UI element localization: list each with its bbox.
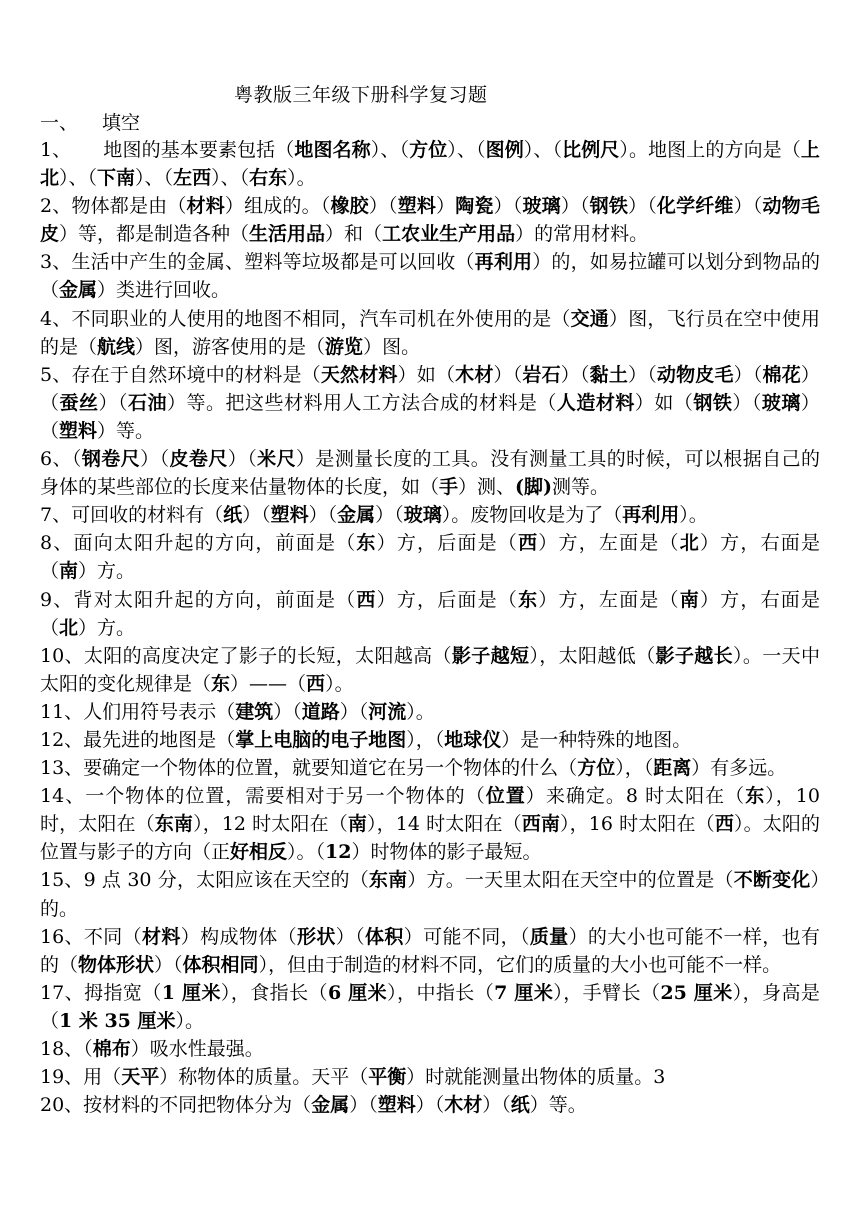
question-item [40, 923, 820, 979]
question-text: ）（ [733, 363, 763, 386]
answer-text: 位置 [485, 785, 526, 808]
section-label: 填空 [102, 112, 141, 134]
answer-text: 再利用 [474, 251, 533, 274]
answer-text: 金属 [337, 504, 376, 527]
answer-text: 纸 [223, 504, 243, 527]
question-text: ）。 [175, 1009, 205, 1032]
question-text: ）可能不同，（ [403, 925, 530, 948]
question-text: ）（ [40, 363, 820, 414]
answer-text: 河流 [368, 700, 407, 723]
question-text: ），（ [406, 728, 445, 751]
answer-text: 纸 [510, 1094, 530, 1117]
question-text: ）等，都是制造各种（ [59, 223, 250, 246]
question-text: ）如（ [397, 363, 456, 386]
answer-text: 材料 [142, 925, 181, 948]
question-text: ），（ [615, 757, 654, 780]
question-text: ）、（ [135, 167, 174, 190]
answer-text: 平衡 [368, 1066, 407, 1089]
question-text: ），16 时太阳在（ [560, 813, 715, 836]
answer-text: 游览 [325, 335, 364, 358]
answer-text: 陶瓷 [455, 195, 494, 218]
question-text: ）（ [335, 925, 365, 948]
question-text: ），身高是（ [40, 981, 820, 1032]
answer-text: 天平 [121, 1066, 160, 1089]
question-text: 6、（ [40, 448, 82, 471]
answer-text: 6 厘米 [327, 981, 388, 1004]
question-text: ）。地图上的方向是（ [619, 139, 801, 161]
answer-text: 上北 [40, 139, 820, 190]
question-text: ）。废物回收是为了（ [441, 504, 623, 527]
answer-text: 岩石 [522, 363, 561, 386]
question-text: 11、人们用符号表示（ [40, 700, 236, 723]
answer-text: 12 [325, 841, 352, 864]
question-text: ）（ [732, 391, 762, 414]
question-text: ）等。把这些材料用人工方法合成的材料是（ [167, 391, 557, 414]
answer-text: 不断变化 [733, 869, 811, 892]
answer-text: 物体形状 [78, 953, 155, 976]
question-text: 13、要确定一个物体的位置，就要知道它在另一个物体的什么（ [40, 757, 578, 780]
answer-text: 航线 [97, 335, 136, 358]
answer-text: 1 米 35 厘米 [59, 1009, 176, 1032]
question-item [40, 866, 820, 922]
question-text: ）图，游客使用的是（ [135, 335, 326, 358]
question-item [40, 248, 820, 304]
answer-text: 东 [356, 532, 377, 555]
question-text: ）（ [242, 504, 271, 527]
answer-text: 金属 [311, 1094, 350, 1117]
question-text: ）的，如易拉罐可以划分到物品的（ [40, 251, 820, 302]
question-text: ）方。 [78, 616, 136, 639]
answer-text: 西 [306, 672, 326, 695]
answer-text: 米尺 [257, 448, 296, 471]
answer-text: 工农业生产用品 [382, 223, 516, 246]
question-text: ）图。 [363, 335, 421, 358]
question-text: ）（ [628, 195, 657, 218]
answer-text: 25 厘米 [660, 981, 733, 1004]
question-text: ）（ [560, 363, 590, 386]
question-text: ）的常用材料。 [515, 223, 649, 246]
answer-text: 地球仪 [444, 728, 502, 751]
question-text: 7、可回收的材料有（ [40, 504, 224, 527]
answer-text: 东 [211, 672, 231, 695]
answer-text: 东 [518, 588, 539, 611]
question-text: ）、（ [523, 139, 563, 161]
question-item [40, 726, 820, 754]
question-list [40, 136, 820, 1119]
question-text: ）时物体的影子最短。 [351, 841, 542, 864]
question-text: 2、物体都是由（ [40, 195, 187, 218]
question-text: ）。一天中太阳的变化规律是（ [40, 644, 820, 695]
answer-text: 木材 [455, 363, 494, 386]
question-text: ）（ [733, 195, 763, 218]
question-text: ）测、 [458, 476, 516, 499]
question-text: ）、（ [59, 167, 98, 190]
question-text: 15、9 点 30 分，太阳应该在天空的（ [40, 869, 369, 892]
answer-text: 南 [679, 588, 700, 611]
answer-text: 影子越短 [451, 644, 530, 667]
answer-text: 7 厘米 [494, 981, 554, 1004]
question-text: ）方，后面是（ [376, 588, 519, 611]
question-text: 测等。 [552, 476, 610, 499]
answer-text: 距离 [653, 757, 692, 780]
question-text: 18、（ [40, 1038, 93, 1060]
question-text: ）（ [493, 363, 523, 386]
question-text: ） [436, 195, 456, 218]
question-text: ）方，左面是（ [538, 588, 680, 611]
answer-text: 玻璃 [761, 391, 801, 414]
answer-text: 方位 [409, 139, 448, 161]
question-text: ）如（ [634, 391, 694, 414]
answer-text: 塑料 [59, 419, 98, 442]
answer-text: 橡胶 [330, 195, 369, 218]
question-item [40, 305, 820, 361]
question-text: ）时就能测量出物体的质量。3 [406, 1066, 666, 1089]
question-text: ）方。一天里太阳在天空中的位置是（ [407, 869, 734, 892]
question-item [40, 529, 820, 585]
answer-text: 交通 [570, 307, 610, 330]
answer-text: 东南 [154, 813, 194, 836]
question-text: ）有多远。 [691, 757, 787, 780]
question-text: ）。 [679, 504, 708, 527]
question-text: ）（ [98, 391, 128, 414]
answer-text: 东 [745, 785, 766, 808]
answer-text: 手 [439, 476, 459, 499]
question-text: ）、（ [370, 139, 410, 161]
question-text: ）方，右面是（ [40, 588, 820, 639]
answer-text: 西 [518, 532, 539, 555]
question-item [40, 1035, 820, 1063]
question-text: ）方，左面是（ [538, 532, 680, 555]
question-text: ）。 [406, 700, 435, 723]
answer-text: 化学纤维 [656, 195, 734, 218]
question-text: ）、（ [211, 167, 250, 190]
answer-text: 体积 [364, 925, 404, 948]
answer-text: 人造材料 [556, 391, 635, 414]
question-text: ）（ [493, 195, 523, 218]
answer-text: 西南 [521, 813, 561, 836]
question-text: ）组成的。（ [224, 195, 331, 218]
answer-text: 钢铁 [589, 195, 629, 218]
answer-text: 质量 [529, 925, 569, 948]
answer-text: 棉花 [762, 363, 801, 386]
question-text: ）的大小也可能不一样，也有的（ [40, 925, 820, 976]
answer-text: 掌上电脑的电子地图 [235, 728, 407, 751]
question-text: ）。太阳的位置与影子的方向（正 [40, 813, 820, 864]
question-text: 1、 [40, 139, 72, 161]
question-text: 5、存在于自然环境中的材料是（ [40, 363, 321, 386]
question-text: 4、不同职业的人使用的地图不相同，汽车司机在外使用的是（ [40, 307, 571, 330]
question-text: ），食指长（ [220, 981, 328, 1004]
question-text: ）等。 [529, 1094, 587, 1117]
question-item [40, 445, 820, 501]
question-text: ）方。 [78, 560, 136, 583]
question-item [40, 754, 820, 782]
question-text: ）（ [140, 448, 170, 471]
question-item [40, 586, 820, 642]
question-text: 8、面向太阳升起的方向，前面是（ [40, 532, 357, 555]
answer-text: 木材 [444, 1094, 483, 1117]
question-text: ）——（ [230, 672, 307, 695]
answer-text: 1 厘米 [161, 981, 221, 1004]
answer-text: 东南 [368, 869, 408, 892]
answer-text: 皮卷尺 [169, 448, 228, 471]
answer-text: 道路 [301, 700, 340, 723]
answer-text: 钢铁 [693, 391, 733, 414]
question-text: ），12 时太阳在（ [193, 813, 348, 836]
question-text: 14、一个物体的位置，需要相对于另一个物体的（ [40, 785, 486, 808]
answer-text: 北 [59, 616, 79, 639]
question-text: ）（ [339, 700, 369, 723]
answer-text: 玻璃 [403, 504, 442, 527]
answer-text: 天然材料 [320, 363, 398, 386]
question-text: ）（ [368, 195, 398, 218]
question-item [40, 192, 820, 248]
page-title: 粤教版三年级下册科学复习题 [234, 84, 488, 106]
question-text: ）（ [40, 391, 820, 442]
answer-text: 体积相同 [182, 953, 259, 976]
answer-text: 材料 [186, 195, 225, 218]
question-text: ）是测量长度的工具。没有测量工具的时候，可以根据自己的身体的某些部位的长度来估量物体的长度，如（ [40, 448, 820, 499]
question-text: ）构成物体（ [180, 925, 297, 948]
answer-text: 南 [347, 813, 367, 836]
question-text: 12、最先进的地图是（ [40, 728, 236, 751]
section-number: 一、 [40, 112, 79, 134]
answer-text: 黏土 [589, 363, 629, 386]
question-text: ），14 时太阳在（ [366, 813, 522, 836]
answer-text: 金属 [59, 279, 98, 302]
answer-text: 西 [356, 588, 377, 611]
question-text: 地图的基本要素包括（ [103, 139, 295, 161]
question-text: ）、（ [447, 139, 486, 161]
question-text: ）的。 [40, 869, 820, 920]
answer-text: 钢卷尺 [81, 448, 141, 471]
question-text: ）（ [273, 700, 302, 723]
question-text: ）（ [628, 363, 657, 386]
question-text: ）（ [349, 1094, 378, 1117]
answer-text: 动物皮毛 [656, 363, 734, 386]
question-item [40, 1063, 820, 1091]
answer-text: 动物毛皮 [40, 195, 820, 246]
question-text: ），10 时，太阳在（ [40, 785, 820, 836]
question-text: 9、背对太阳升起的方向，前面是（ [40, 588, 357, 611]
answer-text: 玻璃 [522, 195, 561, 218]
answer-text: 南 [59, 560, 79, 583]
question-text: ）来确定。8 时太阳在（ [525, 785, 746, 808]
question-item [40, 361, 820, 445]
question-text: ）图，飞行员在空中使用的是（ [40, 307, 820, 358]
question-text: ）（ [154, 953, 183, 976]
question-text: ）是一种特殊的地图。 [501, 728, 692, 751]
question-text: ）（ [375, 504, 404, 527]
question-item [40, 1091, 820, 1119]
question-text: ）（ [415, 1094, 445, 1117]
answer-text: 塑料 [270, 504, 309, 527]
answer-text: 下南 [97, 167, 136, 190]
question-text: ）（ [482, 1094, 511, 1117]
question-text: ），但由于制造的材料不同，它们的质量的大小也可能不一样。 [258, 953, 782, 976]
question-text: 16、不同（ [40, 925, 143, 948]
answer-text: 形状 [296, 925, 336, 948]
question-text: ）（ [308, 504, 338, 527]
question-text: ）等。 [97, 419, 155, 442]
question-item [40, 782, 820, 866]
question-item [40, 979, 820, 1035]
question-text: ），太阳越低（ [529, 644, 656, 667]
answer-text: 北 [679, 532, 700, 555]
answer-text: 方位 [577, 757, 616, 780]
answer-text: 塑料 [397, 195, 437, 218]
question-item [40, 501, 820, 529]
answer-text: 西 [714, 813, 734, 836]
answer-text: 比例尺 [562, 139, 620, 161]
question-text: 17、拇指宽（ [40, 981, 162, 1004]
question-text: ）类进行回收。 [97, 279, 231, 302]
question-text: ）。 [325, 672, 354, 695]
question-text: ）和（ [325, 223, 383, 246]
question-text: ）称物体的质量。天平（ [159, 1066, 369, 1089]
answer-text: 石油 [128, 391, 167, 414]
answer-text: 好相反 [230, 841, 288, 864]
question-text: ）方，后面是（ [376, 532, 519, 555]
question-text: ），中指长（ [387, 981, 495, 1004]
question-text: ）（ [560, 195, 590, 218]
question-text: 19、用（ [40, 1066, 122, 1089]
answer-text: 塑料 [377, 1094, 416, 1117]
question-text: ）。 [287, 167, 316, 190]
question-text: ）方，右面是（ [40, 532, 820, 583]
answer-text: 建筑 [235, 700, 274, 723]
answer-text: (脚) [515, 476, 553, 499]
question-text: ）吸水性最强。 [130, 1038, 264, 1060]
answer-text: 左西 [173, 167, 212, 190]
question-item [40, 698, 820, 726]
answer-text: 影子越长 [655, 644, 733, 667]
answer-text: 生活用品 [249, 223, 326, 246]
answer-text: 右东 [249, 167, 288, 190]
answer-text: 地图名称 [294, 139, 371, 161]
question-item [40, 136, 820, 192]
question-text: 10、太阳的高度决定了影子的长短，太阳越高（ [40, 644, 452, 667]
answer-text: 再利用 [622, 504, 680, 527]
question-item [40, 642, 820, 698]
question-text: 3、生活中产生的金属、塑料等垃圾都是可以回收（ [40, 251, 475, 274]
answer-text: 棉布 [92, 1038, 131, 1060]
question-text: ）（ [227, 448, 258, 471]
answer-text: 蚕丝 [59, 391, 99, 414]
section-heading [40, 108, 140, 135]
question-text: ）。（ [287, 841, 326, 864]
question-text: 20、按材料的不同把物体分为（ [40, 1094, 312, 1117]
answer-text: 图例 [485, 139, 524, 161]
question-text: ），手臂长（ [553, 981, 661, 1004]
